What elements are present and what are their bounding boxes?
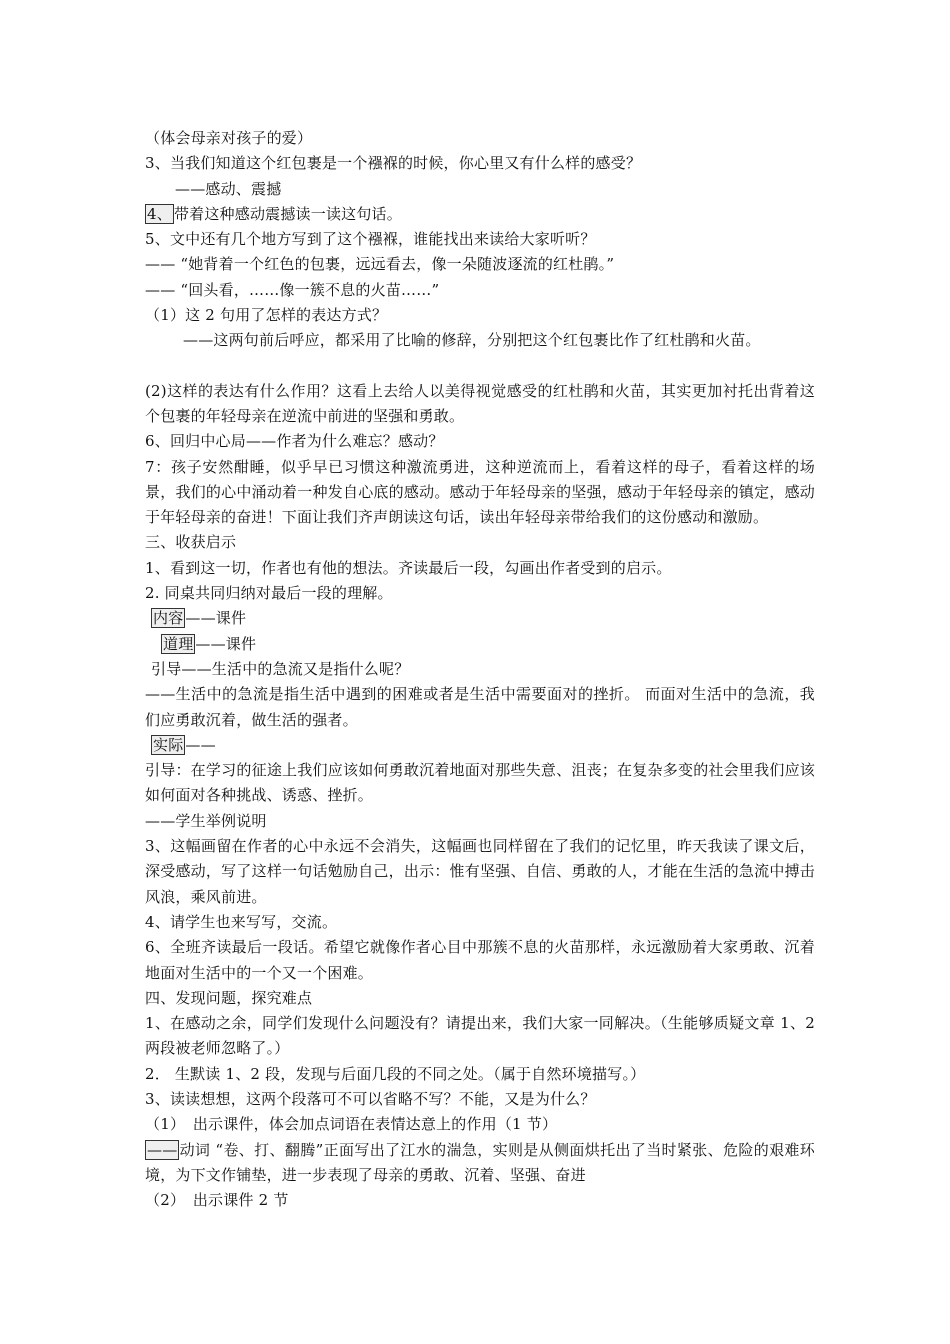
text-line: 3、读读想想，这两个段落可不可以省略不写？不能，又是为什么？ <box>145 1089 596 1108</box>
paragraph: 1、在感动之余，同学们发现什么问题没有？请提出来，我们大家一同解决。（生能够质疑文章 1、2 两段被老师忽略了。） <box>145 1014 815 1058</box>
paragraph: 3、这幅画留在作者的心中永远不会消失，这幅画也同样留在了我们的记忆里，昨天我读了课文后，深受感动，写了这样一句话勉励自己，出示：惟有坚强、自信、勇敢的人，才能在生活的急流中搏击风浪，乘风前进。 <box>145 837 815 906</box>
text-line: 3、当我们知道这个红包裹是一个襁褓的时候，你心里又有什么样的感受？ <box>145 154 642 173</box>
blank-line <box>145 354 815 379</box>
text-line: 2. 同桌共同归纳对最后一段的理解。 <box>145 584 393 603</box>
paragraph: 引导：在学习的征途上我们应该如何勇敢沉着地面对那些失意、沮丧；在复杂多变的社会里我们应该如何面对各种挑战、诱惑、挫折。 <box>145 761 815 805</box>
paragraph <box>145 1138 815 1189</box>
paragraph: 6、全班齐读最后一段话。希望它就像作者心目中那簇不息的火苗那样，永远激励着大家勇敢、沉着地面对生活中的一个又一个困难。 <box>145 938 815 982</box>
text-line: ——感动、震撼 <box>175 179 282 198</box>
paragraph: (2)这样的表达有什么作用？这看上去给人以美得视觉感受的红杜鹃和火苗，其实更加衬托出背着这个包裹的年轻母亲在逆流中前进的坚强和勇敢。 <box>145 381 815 425</box>
text-line: —— “她背着一个红色的包裹，远远看去，像一朵随波逐流的红杜鹃。” <box>145 255 615 274</box>
text-line: （2） 出示课件 2 节 <box>145 1191 289 1210</box>
boxed-label-practice: 实际 <box>153 735 184 754</box>
paragraph: 7：孩子安然酣睡，似乎早已习惯这种激流勇进，这种逆流而上，看着这样的母子，看着这样的场景，我们的心中涌动着一种发自心底的感动。感动于年轻母亲的坚强，感动于年轻母亲的镇定，感动于年轻母亲的奋进！下面让我们齐声朗读这句话，读出年轻母亲带给我们的这份感动和激励。 <box>145 457 815 527</box>
text-line: ——学生举例说明 <box>145 811 267 830</box>
text-line <box>145 632 815 657</box>
text-line: 引导——生活中的急流又是指什么呢？ <box>151 659 410 678</box>
text-line: 6、回归中心局——作者为什么难忘？感动？ <box>145 432 444 451</box>
section-heading: 四、发现问题，探究难点 <box>145 988 313 1007</box>
boxed-dash: —— <box>147 1140 178 1159</box>
text-span: 动词 “卷、打、翻腾”正面写出了江水的湍急，实则是从侧面烘托出了当时紧张、危险的艰难环境，为下文作铺垫，进一步表现了母亲的勇敢、沉着、坚强、奋进 <box>145 1140 815 1184</box>
text-span: ——课件 <box>195 634 257 653</box>
text-line <box>145 733 815 758</box>
paragraph: ——生活中的急流是指生活中遇到的困难或者是生活中需要面对的挫折。 而面对生活中的急流，我们应勇敢沉着，做生活的强者。 <box>145 685 815 729</box>
text-line <box>145 202 815 227</box>
text-line: 2． 生默读 1、2 段，发现与后面几段的不同之处。（属于自然环境描写。） <box>145 1064 646 1083</box>
boxed-number: 4、 <box>147 204 172 223</box>
text-span: —— <box>185 735 216 754</box>
text-line: （1） 出示课件，体会加点词语在表情达意上的作用（1 节） <box>145 1115 558 1134</box>
boxed-label-reason: 道理 <box>163 634 194 653</box>
text-line: 5、文中还有几个地方写到了这个襁褓，谁能找出来读给大家听听？ <box>145 230 596 249</box>
text-line: 1、看到这一切，作者也有他的想法。齐读最后一段，勾画出作者受到的启示。 <box>145 558 672 577</box>
text-line: 4、请学生也来写写，交流。 <box>145 912 338 931</box>
text-span: ——课件 <box>185 609 247 628</box>
document-body <box>145 126 815 1213</box>
text-line <box>145 606 815 631</box>
text-line: （体会母亲对孩子的爱） <box>145 129 313 147</box>
text-line: （1）这 2 句用了怎样的表达方式？ <box>145 306 388 325</box>
text-line: ——这两句前后呼应，都采用了比喻的修辞，分别把这个红包裹比作了红杜鹃和火苗。 <box>183 331 761 350</box>
text-line: —— “回头看，……像一簇不息的火苗……” <box>145 280 440 299</box>
boxed-label-content: 内容 <box>153 609 184 628</box>
text-span: 带着这种感动震撼读一读这句话。 <box>173 204 402 223</box>
section-heading: 三、收获启示 <box>145 533 237 552</box>
